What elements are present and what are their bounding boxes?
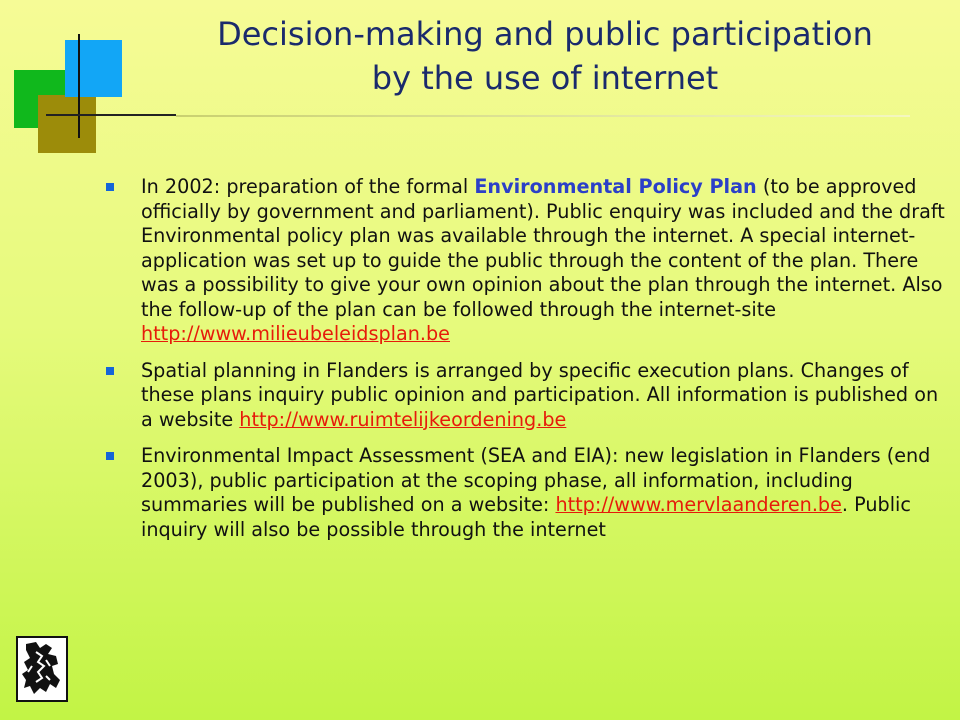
bullet-text: . Public inquiry will also be possible through the internet — [141, 493, 911, 541]
bullet-square-icon — [106, 367, 114, 375]
bullet-text: Spatial planning in Flanders is arranged by specific execution plans. Changes of these plans inquiry public opinion and participation. All information is published on a website — [141, 358, 939, 431]
decorative-square-blue — [65, 40, 122, 97]
bullet-emphasis: Environmental Policy Plan — [474, 175, 757, 198]
bullet-item-policy-plan — [106, 175, 946, 347]
decorative-square-olive — [38, 95, 96, 153]
bullet-square-icon — [106, 183, 114, 191]
bullet-list — [106, 175, 946, 554]
title-underline — [176, 115, 910, 117]
bullet-text: In 2002: preparation of the formal — [141, 175, 475, 198]
slide-title-line-1: Decision-making and public participation — [217, 15, 873, 53]
decorative-vertical-line — [78, 34, 80, 138]
flemish-lion-icon — [16, 636, 68, 702]
decorative-horizontal-line — [46, 114, 176, 116]
bullet-text: Environmental Impact Assessment (SEA and EIA): new legislation in Flanders (end 2003), public participation at the scoping phase, all information, including summaries will be published on a website: — [141, 444, 931, 516]
bullet-item-impact-assessment — [106, 444, 946, 542]
link-ruimtelijkeordening[interactable]: http://www.ruimtelijkeordening.be — [239, 407, 567, 431]
bullet-item-spatial-planning — [106, 359, 946, 433]
slide-title-line-2: by the use of internet — [371, 59, 719, 97]
slide-title — [150, 12, 940, 100]
bullet-square-icon — [106, 452, 114, 460]
link-milieubeleidsplan[interactable]: http://www.milieubeleidsplan.be — [141, 322, 450, 345]
link-mervlaanderen[interactable]: http://www.mervlaanderen.be — [555, 493, 842, 516]
bullet-text: (to be approved officially by government and parliament). Public enquiry was included and the draft Environmental policy plan was available through the internet. A special internet-application was set up to guide the public through the content of the plan. There was a possibility to give your own opinion about the plan through the internet. Also the follow-up of the plan can be followed through the internet-site — [141, 175, 945, 321]
